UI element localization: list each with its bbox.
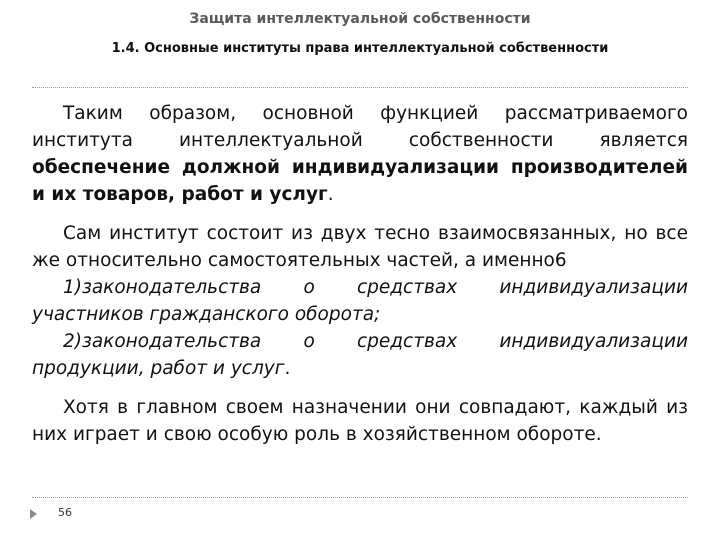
paragraph-function-text: Таким образом, основной функцией рассматриваемого института интеллектуальной собственности является: [32, 103, 688, 151]
bottom-divider: [32, 497, 688, 498]
list-item-1: 1)законодательства о средствах индивидуализации участников гражданского оборота;: [32, 277, 688, 325]
paragraph-role: Хотя в главном своем назначении они совпадают, каждый из них играет и свою особую роль в хозяйственном обороте.: [32, 397, 688, 445]
triangle-right-icon: [30, 509, 37, 519]
page-number: 56: [58, 506, 72, 519]
list-item-2: [32, 328, 688, 382]
slide-subtitle: 1.4. Основные институты права интеллектуальной собственности: [111, 41, 609, 56]
list-item-2-end: .: [284, 358, 291, 379]
list-item-2-text: 2)законодательства о средствах индивидуализации продукции, работ и услуг: [32, 331, 688, 379]
paragraph-function: [32, 100, 688, 208]
top-divider: [32, 87, 688, 88]
paragraph-structure: Сам институт состоит из двух тесно взаимосвязанных, но все же относительно самостоятельных частей, а именно6: [32, 223, 688, 271]
slide-title: Защита интеллектуальной собственности: [189, 11, 531, 27]
paragraph-function-end: .: [327, 184, 334, 205]
paragraph-function-bold: обеспечение должной индивидуализации производителей и их товаров, работ и услуг: [32, 157, 688, 205]
slide-body: [32, 100, 688, 448]
